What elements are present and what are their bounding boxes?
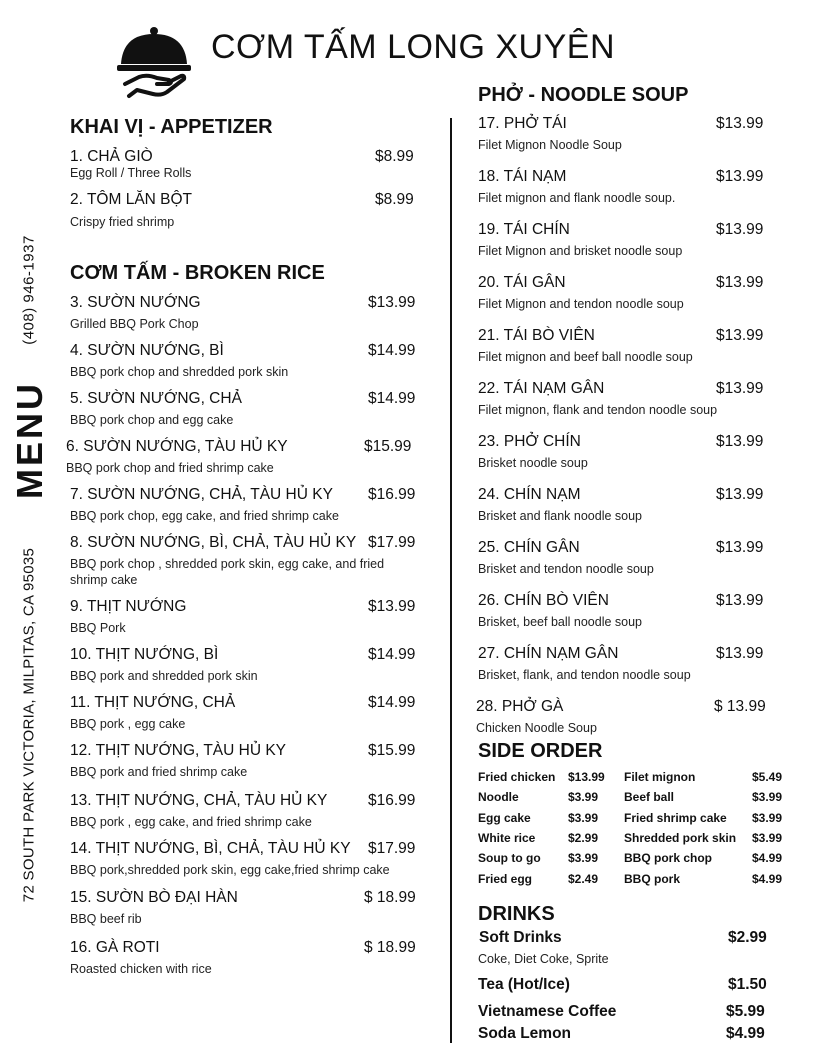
drink-price: $5.99 (726, 1003, 765, 1020)
item-desc: BBQ pork chop and fried shrimp cake (66, 461, 274, 475)
item-name: 18. TÁI NẠM (478, 168, 567, 185)
item-price: $17.99 (368, 534, 416, 551)
menu-item (70, 486, 339, 523)
menu-item (70, 294, 201, 331)
item-name: 9. THỊT NƯỚNG (70, 598, 187, 615)
item-price: $14.99 (368, 342, 416, 359)
item-desc: BBQ Pork (70, 621, 126, 635)
item-desc: Egg Roll / Three Rolls (70, 166, 192, 180)
drink-name: Vietnamese Coffee (478, 1003, 617, 1020)
item-name: 16. GÀ ROTI (70, 939, 160, 956)
side-item-name: Fried shrimp cake (624, 810, 727, 825)
item-name: 19. TÁI CHÍN (478, 221, 570, 238)
item-desc: BBQ pork chop and egg cake (70, 413, 234, 427)
item-price: $8.99 (375, 191, 414, 208)
item-name: 6. SƯỜN NƯỚNG, TÀU HỦ KY (66, 438, 288, 455)
address: 72 SOUTH PARK VICTORIA, MILPITAS, CA 95035 (20, 547, 38, 903)
item-price: $13.99 (716, 274, 764, 291)
menu-item (70, 148, 191, 180)
item-price: $16.99 (368, 792, 416, 809)
item-price: $17.99 (368, 840, 416, 857)
side-item-name: Soup to go (478, 851, 541, 866)
item-price: $ 13.99 (714, 698, 766, 715)
item-price: $15.99 (368, 742, 416, 759)
item-price: $13.99 (716, 433, 764, 450)
item-desc: BBQ pork , egg cake, and fried shrimp cake (70, 815, 312, 829)
item-desc: Brisket and tendon noodle soup (478, 562, 654, 576)
item-price: $13.99 (716, 592, 764, 609)
menu-item (70, 342, 288, 379)
menu-item (478, 115, 622, 152)
menu-item (70, 598, 186, 635)
item-name: 26. CHÍN BÒ VIÊN (478, 592, 609, 609)
drink-name: Soft Drinks (479, 929, 562, 946)
menu-item (476, 698, 597, 735)
item-name: 21. TÁI BÒ VIÊN (478, 327, 595, 344)
item-name: 15. SƯỜN BÒ ĐẠI HÀN (70, 889, 238, 906)
side-item-price: $13.99 (568, 770, 605, 784)
item-desc: BBQ pork and fried shrimp cake (70, 765, 248, 779)
item-price: $8.99 (375, 148, 414, 165)
drinks-heading: DRINKS (478, 903, 555, 925)
item-name: 11. THỊT NƯỚNG, CHẢ (70, 694, 236, 711)
item-desc: Brisket noodle soup (478, 456, 588, 470)
item-desc: Filet Mignon and tendon noodle soup (478, 297, 684, 311)
item-name: 28. PHỞ GÀ (476, 698, 564, 715)
menu-item (478, 433, 588, 470)
item-desc: BBQ beef rib (70, 912, 142, 926)
item-price: $13.99 (716, 380, 764, 397)
menu-item (70, 889, 238, 926)
item-desc: Filet mignon, flank and tendon noodle soup (478, 403, 718, 417)
menu-item (70, 742, 286, 779)
drink-price: $1.50 (728, 976, 767, 993)
item-name: 17. PHỞ TÁI (478, 115, 567, 132)
item-price: $13.99 (716, 168, 764, 185)
menu-item (478, 274, 684, 311)
item-price: $ 18.99 (364, 939, 416, 956)
side-item-name: Beef ball (624, 790, 675, 805)
item-desc-cont: shrimp cake (70, 573, 138, 587)
pho-heading: PHỞ - NOODLE SOUP (478, 84, 689, 106)
appetizer-heading: KHAI VỊ - APPETIZER (70, 116, 273, 138)
item-name: 2. TÔM LĂN BỘT (70, 191, 193, 208)
item-desc: Grilled BBQ Pork Chop (70, 317, 199, 331)
item-name: 8. SƯỜN NƯỚNG, BÌ, CHẢ, TÀU HỦ KY (70, 534, 357, 551)
item-price: $ 18.99 (364, 889, 416, 906)
menu-item (70, 390, 242, 427)
item-price: $13.99 (716, 221, 764, 238)
item-name: 24. CHÍN NẠM (478, 486, 581, 503)
item-desc: BBQ pork,shredded pork skin, egg cake,fried shrimp cake (70, 863, 390, 877)
broken-rice-heading: CƠM TẤM - BROKEN RICE (70, 262, 325, 284)
menu-item (70, 646, 258, 683)
item-price: $15.99 (364, 438, 412, 455)
item-desc: Filet mignon and flank noodle soup. (478, 191, 676, 205)
drink-name: Soda Lemon (478, 1025, 572, 1042)
item-price: $14.99 (368, 694, 416, 711)
item-name: 7. SƯỜN NƯỚNG, CHẢ, TÀU HỦ KY (70, 486, 333, 503)
side-item-price: $4.99 (752, 851, 783, 866)
menu-item (70, 792, 327, 829)
item-name: 12. THỊT NƯỚNG, TÀU HỦ KY (70, 742, 287, 759)
menu-item (70, 694, 235, 731)
side-item-price: $3.99 (752, 790, 783, 805)
item-name: 25. CHÍN GÂN (478, 539, 580, 556)
menu-label: MENU (9, 381, 50, 499)
menu-item (70, 534, 384, 587)
side-item-name: Shredded pork skin (624, 830, 737, 845)
column-divider (450, 118, 452, 1043)
item-price: $13.99 (716, 115, 764, 132)
menu-item (478, 380, 717, 417)
side-item-name: Fried chicken (478, 770, 556, 784)
item-desc: BBQ pork , egg cake (70, 717, 186, 731)
item-price: $13.99 (368, 294, 416, 311)
menu-item (478, 221, 682, 258)
item-price: $14.99 (368, 390, 416, 407)
side-item-name: Fried egg (478, 871, 533, 886)
item-name: 20. TÁI GÂN (478, 274, 566, 291)
side-item-name: BBQ pork chop (624, 851, 713, 866)
item-name: 3. SƯỜN NƯỚNG (70, 294, 201, 311)
drink-desc: Coke, Diet Coke, Sprite (478, 952, 609, 966)
item-name: 22. TÁI NẠM GÂN (478, 380, 605, 397)
cloche-serving-icon (117, 24, 191, 100)
side-item-price: $4.99 (752, 871, 783, 886)
menu-item (478, 592, 642, 629)
menu-item (478, 327, 693, 364)
side-item-price: $3.99 (568, 851, 599, 866)
side-item-price: $3.99 (568, 810, 599, 825)
item-price: $14.99 (368, 646, 416, 663)
side-item-name: Noodle (478, 790, 519, 805)
item-desc: Crispy fried shrimp (70, 215, 175, 229)
item-name: 4. SƯỜN NƯỚNG, BÌ (70, 342, 224, 359)
side-item-price: $3.99 (752, 810, 783, 825)
item-desc: Filet mignon and beef ball noodle soup (478, 350, 693, 364)
side-item-name: Filet mignon (624, 770, 696, 784)
menu-item (478, 539, 654, 576)
item-desc: Filet Mignon Noodle Soup (478, 138, 622, 152)
item-desc: Chicken Noodle Soup (476, 721, 597, 735)
side-item-price: $3.99 (568, 790, 599, 805)
menu-item (70, 191, 192, 229)
menu-item (478, 168, 675, 205)
phone-number: (408) 946-1937 (20, 235, 38, 345)
item-desc: Brisket and flank noodle soup (478, 509, 642, 523)
menu-item (70, 840, 390, 877)
item-name: 10. THỊT NƯỚNG, BÌ (70, 646, 219, 663)
item-desc: BBQ pork and shredded pork skin (70, 669, 258, 683)
item-name: 5. SƯỜN NƯỚNG, CHẢ (70, 390, 242, 407)
item-name: 1. CHẢ GIÒ (70, 148, 153, 165)
item-desc: Brisket, beef ball noodle soup (478, 615, 642, 629)
item-name: 13. THỊT NƯỚNG, CHẢ, TÀU HỦ KY (70, 792, 328, 809)
side-item-name: White rice (478, 830, 536, 845)
item-desc: BBQ pork chop and shredded pork skin (70, 365, 289, 379)
side-order-heading: SIDE ORDER (478, 740, 603, 762)
side-item-price: $2.49 (568, 871, 599, 886)
item-desc: BBQ pork chop, egg cake, and fried shrimp cake (70, 509, 339, 523)
item-price: $13.99 (716, 486, 764, 503)
drink-price: $4.99 (726, 1025, 765, 1042)
side-item-price: $3.99 (752, 830, 783, 845)
item-price: $13.99 (716, 539, 764, 556)
item-name: 27. CHÍN NẠM GÂN (478, 645, 619, 662)
drink-price: $2.99 (728, 929, 767, 946)
item-name: 14. THỊT NƯỚNG, BÌ, CHẢ, TÀU HỦ KY (70, 840, 351, 857)
side-item-price: $2.99 (568, 830, 599, 845)
item-name: 23. PHỞ CHÍN (478, 433, 581, 450)
page-title: CƠM TẤM LONG XUYÊN (211, 28, 616, 66)
item-price: $13.99 (716, 645, 764, 662)
menu-item (478, 645, 691, 682)
drink-name: Tea (Hot/Ice) (478, 976, 570, 993)
item-desc: BBQ pork chop , shredded pork skin, egg cake, and fried (70, 557, 385, 571)
item-desc: Filet Mignon and brisket noodle soup (478, 244, 683, 258)
menu-item (478, 486, 642, 523)
side-item-name: BBQ pork (624, 871, 681, 886)
item-price: $16.99 (368, 486, 416, 503)
side-item-name: Egg cake (478, 810, 531, 825)
item-desc: Roasted chicken with rice (70, 962, 212, 976)
item-price: $13.99 (716, 327, 764, 344)
side-item-price: $5.49 (752, 770, 783, 784)
menu-item (66, 438, 288, 475)
menu-item (70, 939, 212, 976)
item-desc: Brisket, flank, and tendon noodle soup (478, 668, 691, 682)
item-price: $13.99 (368, 598, 416, 615)
